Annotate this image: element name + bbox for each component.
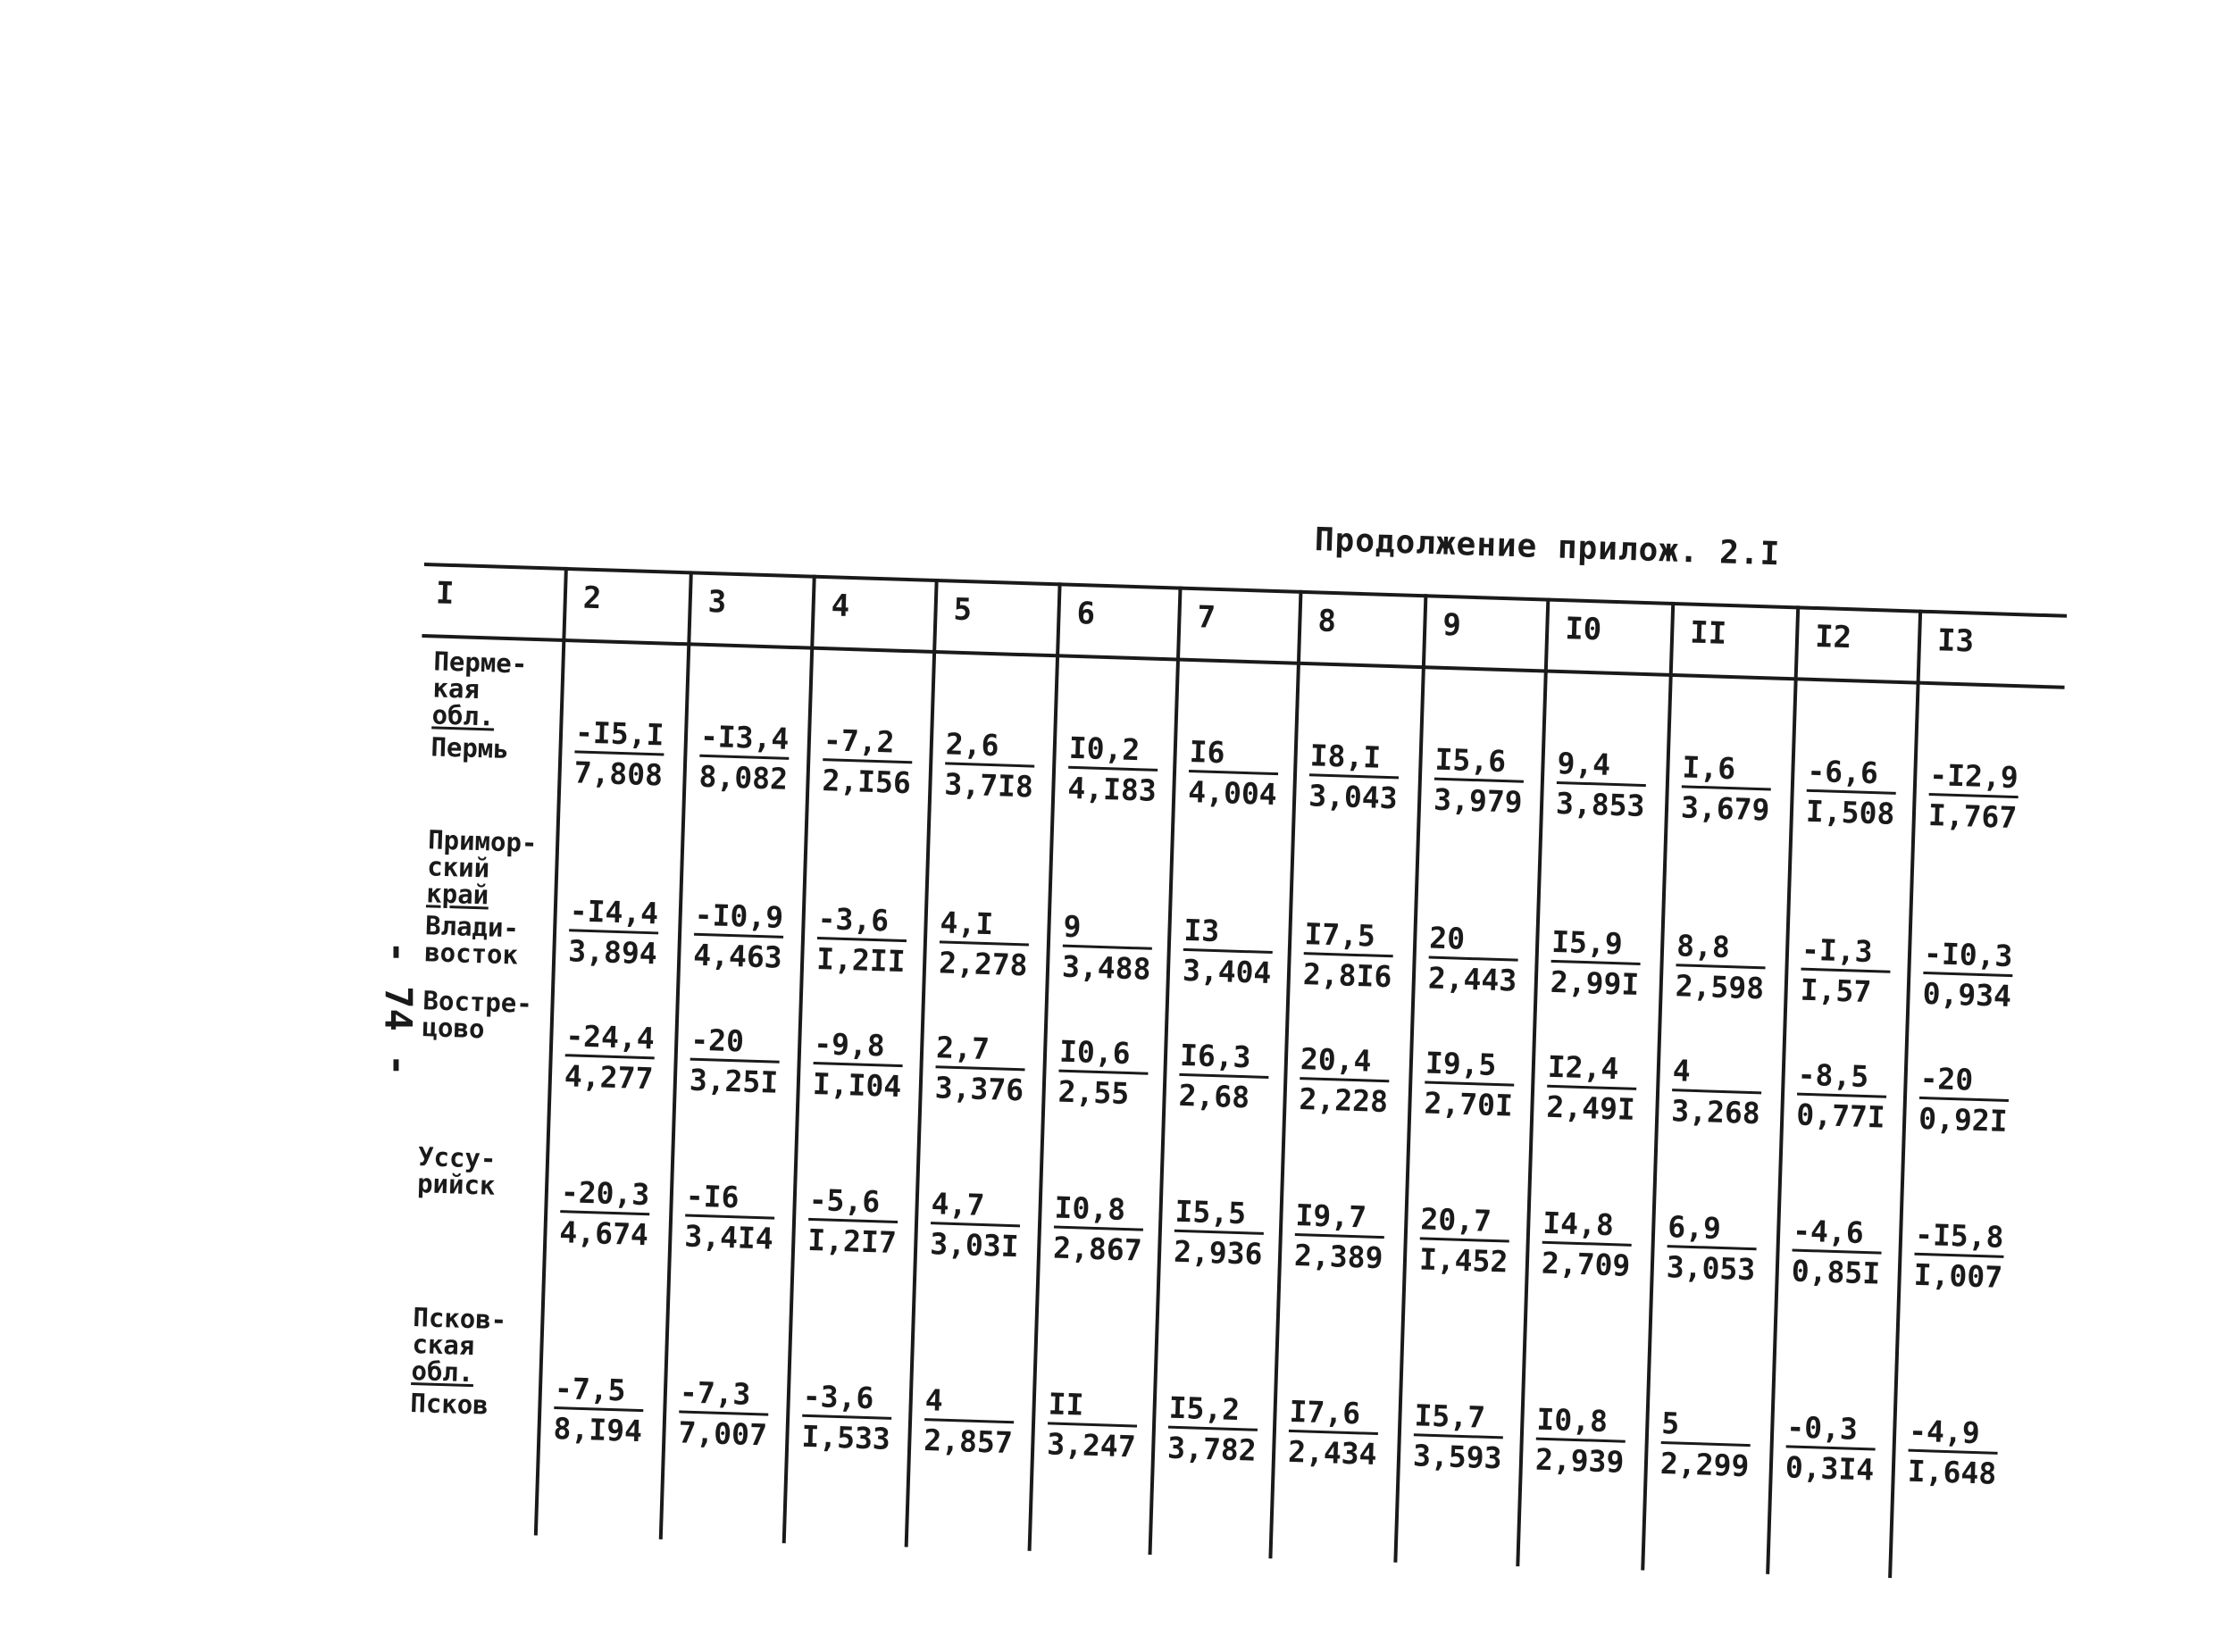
value-numerator: I0,8 <box>1054 1190 1144 1231</box>
value-numerator: 2,7 <box>935 1030 1025 1071</box>
value-cell <box>1418 1201 1533 1282</box>
column-header: I3 <box>1936 622 1975 660</box>
page-number: - 74 - <box>376 940 421 1077</box>
value-numerator: -I0,9 <box>694 897 784 939</box>
row-label <box>430 647 550 763</box>
value-denominator: 3,853 <box>1555 785 1646 824</box>
value-denominator: 2,68 <box>1178 1077 1250 1115</box>
value-denominator: 4,I83 <box>1066 770 1158 808</box>
value-denominator: 2,434 <box>1287 1433 1378 1472</box>
value-denominator: 0,85I <box>1791 1253 1881 1291</box>
value-numerator: 4 <box>1672 1053 1762 1094</box>
value-numerator: I9,7 <box>1295 1197 1385 1239</box>
region-name-line: кая <box>432 672 481 705</box>
value-denominator: 3,7I8 <box>943 766 1034 805</box>
value-denominator: 0,92I <box>1918 1100 2009 1139</box>
value-denominator: 3,593 <box>1412 1438 1503 1476</box>
table-caption: Продолжение прилож. 2.I <box>1314 521 1781 573</box>
value-numerator: -7,3 <box>679 1374 769 1415</box>
column-header: 8 <box>1316 603 1337 640</box>
value-numerator: II <box>1048 1386 1138 1427</box>
value-cell <box>1167 1390 1282 1472</box>
station-name: Псков <box>409 1387 489 1421</box>
value-cell <box>553 1371 667 1452</box>
value-denominator: 2,389 <box>1293 1237 1384 1276</box>
value-numerator: I8,I <box>1309 738 1400 779</box>
value-denominator: 2,I56 <box>821 763 912 801</box>
value-denominator: 2,709 <box>1541 1245 1631 1283</box>
value-numerator: I7,6 <box>1289 1394 1379 1435</box>
value-numerator: -5,6 <box>808 1182 899 1223</box>
value-cell <box>1178 1038 1292 1119</box>
value-denominator: 2,857 <box>923 1423 1014 1461</box>
value-cell <box>1785 1409 1899 1490</box>
value-denominator: 3,782 <box>1166 1430 1258 1468</box>
value-numerator: I0,8 <box>1536 1402 1626 1443</box>
value-cell <box>1541 1206 1655 1287</box>
value-denominator: 8,082 <box>698 758 789 797</box>
value-cell <box>1057 1034 1172 1115</box>
value-numerator: I6,3 <box>1179 1038 1269 1079</box>
value-numerator: -3,6 <box>802 1379 892 1420</box>
value-cell <box>1922 936 2036 1017</box>
value-numerator: -I4,4 <box>569 893 659 934</box>
row-label <box>424 826 545 969</box>
column-header: I0 <box>1564 611 1602 648</box>
value-cell <box>1659 1406 1774 1487</box>
column-header: 3 <box>707 584 727 621</box>
value-cell <box>1675 928 1789 1009</box>
value-numerator: -I5,8 <box>1914 1217 2004 1258</box>
value-numerator: 4,I <box>940 905 1030 946</box>
value-numerator: I0,6 <box>1058 1034 1149 1075</box>
value-cell <box>1927 757 2042 839</box>
value-cell <box>1047 1386 1161 1467</box>
value-denominator: 2,867 <box>1052 1230 1143 1268</box>
value-cell <box>1805 754 1919 835</box>
station-name: Пермь <box>430 731 510 765</box>
region-name-line: ский <box>426 851 490 884</box>
value-numerator: I5,9 <box>1551 924 1642 965</box>
row-label <box>417 1143 535 1200</box>
value-denominator: 2,49I <box>1545 1089 1636 1127</box>
value-denominator: 3,376 <box>934 1070 1024 1108</box>
value-numerator: -I3,4 <box>699 719 790 760</box>
value-denominator: 8,I94 <box>553 1411 643 1449</box>
value-denominator: 3,053 <box>1666 1249 1756 1288</box>
region-name-line: Псков- <box>412 1302 507 1336</box>
value-cell <box>1907 1414 2021 1495</box>
value-denominator: 2,936 <box>1173 1233 1264 1272</box>
value-cell <box>1299 1041 1413 1122</box>
value-cell <box>816 901 931 982</box>
value-cell <box>1302 916 1417 997</box>
value-denominator: 3,979 <box>1433 781 1524 820</box>
value-cell <box>1555 746 1669 827</box>
value-denominator: 4,463 <box>692 937 783 975</box>
value-cell <box>573 714 688 796</box>
value-cell <box>1796 1057 1910 1139</box>
value-cell <box>559 1174 673 1256</box>
value-cell <box>1433 742 1548 823</box>
value-denominator: 2,70I <box>1423 1085 1514 1123</box>
region-name-line: ская <box>411 1329 475 1362</box>
value-cell <box>684 1179 798 1260</box>
value-numerator: -7,5 <box>554 1371 644 1412</box>
value-denominator: 2,99I <box>1550 964 1640 1002</box>
value-numerator: -I,3 <box>1801 932 1891 973</box>
value-numerator: 20 <box>1429 921 1519 962</box>
value-denominator: 3,404 <box>1182 952 1272 991</box>
value-numerator: -8,5 <box>1797 1057 1887 1098</box>
value-numerator: I,6 <box>1682 749 1772 790</box>
value-denominator: 2,8I6 <box>1302 956 1392 995</box>
value-denominator: 7,808 <box>573 755 664 793</box>
value-cell <box>1173 1194 1287 1275</box>
value-cell <box>1412 1398 1526 1479</box>
value-numerator: -6,6 <box>1807 754 1897 795</box>
station-name: Востре- цово <box>422 985 533 1045</box>
value-numerator: I2,4 <box>1547 1049 1637 1090</box>
value-cell <box>1293 1197 1408 1279</box>
value-denominator: I,767 <box>1927 797 2018 836</box>
column-header: 2 <box>582 580 602 617</box>
column-header: I2 <box>1814 618 1852 656</box>
value-denominator: I,57 <box>1800 972 1872 1010</box>
value-cell <box>698 719 813 800</box>
value-numerator: I5,5 <box>1174 1194 1265 1235</box>
value-numerator: 9,4 <box>1557 746 1647 787</box>
value-cell <box>1288 1394 1402 1475</box>
value-cell <box>678 1374 792 1456</box>
value-numerator: 8,8 <box>1676 928 1766 969</box>
column-header: 5 <box>953 591 973 629</box>
value-denominator: I,2II <box>815 941 907 980</box>
value-cell <box>693 897 807 979</box>
column-header: 4 <box>831 588 850 624</box>
value-denominator: 2,939 <box>1534 1441 1625 1480</box>
column-header: 7 <box>1196 599 1216 636</box>
value-numerator: -20 <box>690 1022 781 1064</box>
value-cell <box>944 726 1058 807</box>
value-cell <box>1308 738 1423 819</box>
value-numerator: 9 <box>1063 909 1153 950</box>
value-numerator: -7,2 <box>823 722 913 763</box>
data-table <box>393 563 2067 1605</box>
value-numerator: 20,4 <box>1300 1041 1390 1082</box>
value-cell <box>924 1382 1038 1464</box>
value-denominator: 2,598 <box>1675 968 1765 1006</box>
value-denominator: 0,934 <box>1922 975 2012 1014</box>
value-denominator: 3,894 <box>567 933 658 972</box>
value-denominator: 2,278 <box>938 945 1029 983</box>
value-denominator: 2,55 <box>1057 1073 1130 1112</box>
value-numerator: 2,6 <box>945 726 1035 767</box>
column-header: 6 <box>1075 595 1096 632</box>
value-numerator: I5,7 <box>1414 1398 1504 1439</box>
column-header: I <box>435 575 456 613</box>
value-numerator: I7,5 <box>1304 916 1394 957</box>
value-numerator: I4,8 <box>1542 1206 1633 1247</box>
value-numerator: I6 <box>1189 734 1279 775</box>
region-name-line: Примор- <box>427 824 538 859</box>
value-denominator: 3,268 <box>1670 1093 1761 1131</box>
value-numerator: -4,9 <box>1909 1414 1999 1455</box>
value-denominator: 0,3I4 <box>1785 1449 1875 1488</box>
value-denominator: I,2I7 <box>807 1222 898 1260</box>
value-numerator: -20,3 <box>560 1174 650 1215</box>
value-cell <box>689 1022 803 1104</box>
value-denominator: I,007 <box>1913 1256 2003 1295</box>
value-numerator: 6,9 <box>1668 1209 1758 1250</box>
value-numerator: 4 <box>924 1382 1015 1423</box>
value-cell <box>812 1026 926 1107</box>
value-cell <box>1061 909 1175 990</box>
value-cell <box>1666 1209 1780 1290</box>
value-denominator: I,533 <box>800 1418 891 1456</box>
station-name: Уссу- рийск <box>416 1141 497 1201</box>
value-numerator: I5,2 <box>1168 1390 1258 1431</box>
value-cell <box>1546 1049 1660 1131</box>
value-cell <box>1067 730 1182 812</box>
value-denominator: 3,25I <box>689 1062 779 1100</box>
value-denominator: 3,679 <box>1680 789 1771 828</box>
value-numerator: -20 <box>1919 1061 2010 1102</box>
value-cell <box>564 1018 678 1099</box>
region-name-line: край <box>425 878 489 911</box>
value-cell <box>939 905 1053 986</box>
value-cell <box>1053 1190 1167 1272</box>
value-numerator: -I6 <box>685 1179 775 1220</box>
value-cell <box>822 722 936 804</box>
value-numerator: I3 <box>1183 913 1274 954</box>
value-denominator: 2,443 <box>1427 960 1517 998</box>
value-denominator: 4,674 <box>558 1214 649 1253</box>
value-cell <box>1671 1053 1785 1134</box>
value-denominator: 7,007 <box>677 1414 768 1453</box>
value-cell <box>801 1379 915 1460</box>
value-cell <box>1913 1217 2027 1298</box>
value-numerator: I0,2 <box>1068 730 1158 772</box>
value-denominator: 3,043 <box>1308 778 1399 816</box>
table-top-rule <box>424 563 2067 618</box>
value-cell <box>930 1186 1044 1267</box>
value-numerator: 5 <box>1661 1406 1751 1447</box>
region-name-line: обл. <box>431 699 495 732</box>
value-denominator: 3,488 <box>1061 948 1152 987</box>
value-cell <box>1918 1061 2033 1142</box>
value-denominator: 3,247 <box>1046 1426 1137 1464</box>
value-denominator: 2,299 <box>1659 1445 1750 1484</box>
value-numerator: -I0,3 <box>1923 936 2013 977</box>
column-header: II <box>1689 614 1727 652</box>
value-numerator: 20,7 <box>1420 1201 1510 1242</box>
column-header: 9 <box>1442 606 1462 644</box>
region-name-line: обл. <box>411 1356 474 1389</box>
value-cell <box>1800 932 1914 1014</box>
value-denominator: I,I04 <box>812 1065 902 1105</box>
value-cell <box>1182 913 1296 994</box>
region-name-line: Перме- <box>433 646 528 680</box>
value-denominator: 2,228 <box>1299 1081 1389 1120</box>
value-cell <box>1534 1402 1649 1483</box>
value-numerator: I5,6 <box>1434 742 1525 783</box>
value-numerator: I9,5 <box>1425 1045 1515 1086</box>
value-numerator: 4,7 <box>931 1186 1021 1227</box>
value-numerator: -I2,9 <box>1929 757 2019 798</box>
value-denominator: I,648 <box>1907 1453 1997 1491</box>
station-name: Влади- восток <box>423 910 520 971</box>
value-cell <box>1427 921 1542 1002</box>
value-denominator: 3,03I <box>929 1226 1020 1264</box>
value-cell <box>807 1182 922 1264</box>
value-denominator: 3,4I4 <box>683 1218 774 1256</box>
value-numerator: -4,6 <box>1793 1214 1883 1255</box>
value-numerator: -3,6 <box>817 901 907 942</box>
value-numerator: -24,4 <box>565 1018 656 1059</box>
value-denominator: 4,277 <box>564 1058 654 1097</box>
value-denominator: 0,77I <box>1795 1097 1886 1135</box>
row-label <box>410 1304 530 1420</box>
value-cell <box>568 893 682 974</box>
value-numerator: -9,8 <box>814 1026 904 1067</box>
value-cell <box>1550 924 1664 1005</box>
value-numerator: -0,3 <box>1786 1409 1876 1450</box>
value-cell <box>1424 1045 1538 1126</box>
value-cell <box>934 1030 1049 1111</box>
value-numerator: -I5,I <box>574 714 664 755</box>
value-denominator: I,508 <box>1805 793 1895 831</box>
value-cell <box>1188 734 1302 815</box>
value-denominator: 4,004 <box>1187 774 1278 813</box>
value-cell <box>1680 749 1794 830</box>
row-label <box>422 987 539 1044</box>
value-cell <box>1791 1214 1905 1295</box>
value-denominator: I,452 <box>1418 1241 1509 1280</box>
